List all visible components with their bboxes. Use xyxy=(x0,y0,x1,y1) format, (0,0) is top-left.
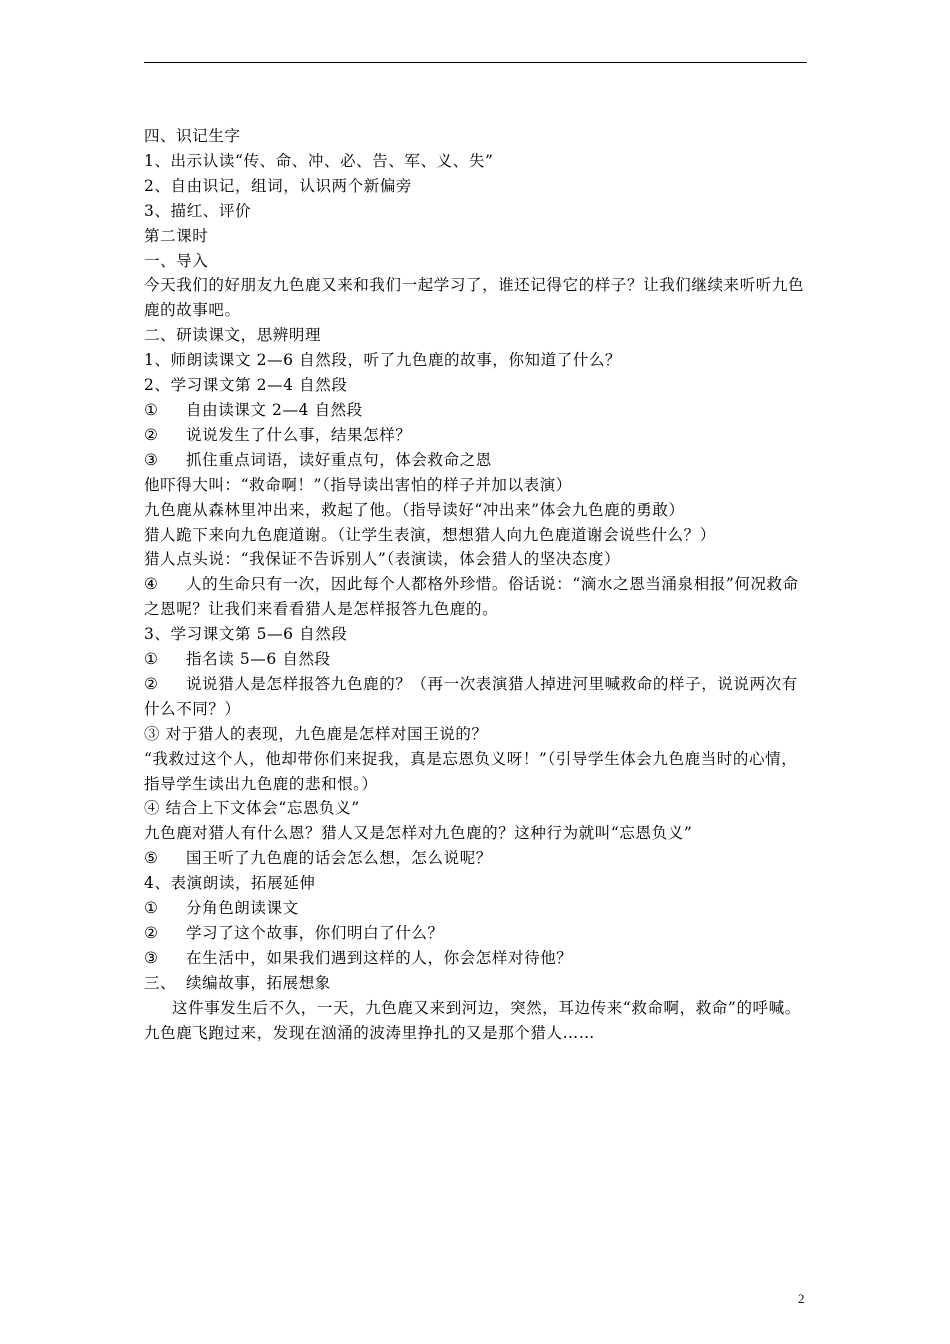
lesson-heading: 第二课时 xyxy=(144,226,209,245)
list-item: ③ 抓住重点词语，读好重点句，体会救命之恩 xyxy=(144,450,492,469)
text-line: 3、学习课文第 5—6 自然段 xyxy=(144,625,348,644)
paragraph: “我救过这个人，他却带你们来捉我，真是忘恩负义呀！”（引导学生体会九色鹿当时的心情，指导学生读出九色鹿的悲和恨。） xyxy=(144,749,798,793)
list-item: ③ 在生活中，如果我们遇到这样的人，你会怎样对待他？ xyxy=(144,948,573,967)
list-item: ② 学习了这个故事，你们明白了什么？ xyxy=(144,924,444,942)
page-number: 2 xyxy=(798,1291,805,1306)
list-item: ① 自由读课文 2—4 自然段 xyxy=(144,400,363,419)
section-heading: 二、研读课文，思辨明理 xyxy=(144,326,322,345)
section-heading: 四、识记生字 xyxy=(144,127,241,145)
list-item: ④ 人的生命只有一次，因此每个人都格外珍惜。俗话说：“滴水之恩当涌泉相报”何况救命之恩呢？让我们来看看猎人是怎样报答九色鹿的。 xyxy=(144,575,799,619)
list-item: ① 分角色朗读课文 xyxy=(144,899,299,918)
text-line: ③ 对于猎人的表现，九色鹿是怎样对国王说的？ xyxy=(144,724,488,743)
text-line: 2、自由识记，组词，认识两个新偏旁 xyxy=(144,176,413,195)
text-line: 他吓得大叫：“救命啊！”（指导读出害怕的样子并加以表演） xyxy=(144,475,572,494)
text-line: 1、师朗读课文 2—6 自然段，听了九色鹿的故事，你知道了什么？ xyxy=(144,351,622,370)
section-heading: 三、 续编故事，拓展想象 xyxy=(144,973,331,992)
list-item: ② 说说发生了什么事，结果怎样？ xyxy=(144,425,412,444)
list-item: ⑤ 国王听了九色鹿的话会怎么想，怎么说呢？ xyxy=(144,849,492,868)
text-line: 3、描红、评价 xyxy=(144,201,252,220)
header-rule xyxy=(144,62,807,63)
text-line: 1、出示认读“传、命、冲、必、告、军、义、失” xyxy=(144,151,494,170)
text-line: 猎人点头说：“我保证不告诉别人”（表演读，体会猎人的坚决态度） xyxy=(144,550,621,569)
paragraph: 今天我们的好朋友九色鹿又来和我们一起学习了，谁还记得它的样子？让我们继续来听听九色鹿的故事吧。 xyxy=(144,276,805,320)
text-line: 2、学习课文第 2—4 自然段 xyxy=(144,376,348,395)
document-body xyxy=(144,124,809,1046)
section-heading: 一、导入 xyxy=(144,251,209,270)
text-line: 九色鹿从森林里冲出来，救起了他。（指导读好“冲出来”体会九色鹿的勇敢） xyxy=(144,500,685,519)
text-line: 九色鹿对猎人有什么恩？猎人又是怎样对九色鹿的？这种行为就叫“忘恩负义” xyxy=(144,824,693,843)
paragraph: 这件事发生后不久，一天，九色鹿又来到河边，突然，耳边传来“救命啊，救命”的呼喊。九色鹿飞跑过来，发现在汹涌的波涛里挣扎的又是那个猎人…… xyxy=(144,998,801,1042)
text-line: 猎人跪下来向九色鹿道谢。（让学生表演，想想猎人向九色鹿道谢会说些什么？） xyxy=(144,525,716,544)
text-line: ④ 结合上下文体会“忘恩负义” xyxy=(144,799,360,818)
text-line: 4、表演朗读，拓展延伸 xyxy=(144,874,316,893)
list-item: ① 指名读 5—6 自然段 xyxy=(144,650,331,669)
list-item: ② 说说猎人是怎样报答九色鹿的？（再一次表演猎人掉进河里喊救命的样子，说说两次有什么不同？） xyxy=(144,674,798,718)
